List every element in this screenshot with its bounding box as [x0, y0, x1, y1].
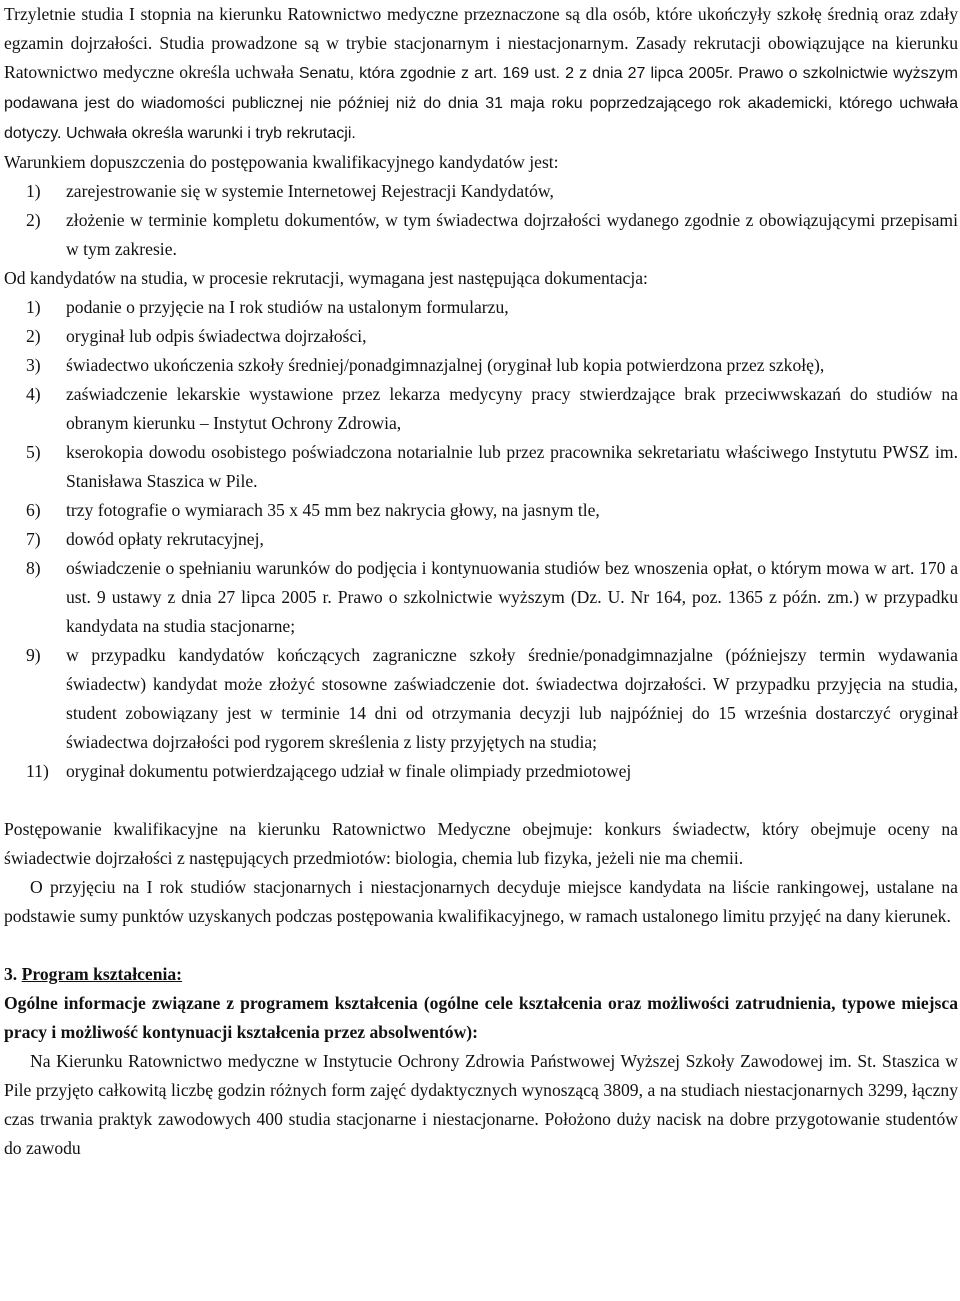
intro-text-serif: Trzyletnie studia I stopnia na kierunku Ratownictwo medyczne przeznaczone są dla osób, które ukończyły szkołę średnią oraz zdały egzamin dojrzałości. Studia prowadzone są w trybie stacjonarnym i niestacjonarnym. Zasady rekrutacji obowiązujące na kierunku Ratownictwo medyczne określa uchwała	[4, 4, 958, 82]
list-item	[4, 525, 958, 554]
list-item-number: 8)	[26, 558, 41, 578]
list-item	[4, 351, 958, 380]
list-item-text: w przypadku kandydatów kończących zagraniczne szkoły średnie/ponadgimnazjalne (późniejszy termin wydawania świadectw) kandydat może złożyć stosowne zaświadczenie dot. świadectwa dojrzałości. W przypadku przyjęcia na studia, student zobowiązany jest w terminie 14 dni od otrzymania decyzji lub najpóźniej do 15 września dostarczyć oryginał świadectwa dojrzałości pod rygorem skreślenia z listy przyjętych na studia;	[66, 645, 958, 752]
list-item-text: kserokopia dowodu osobistego poświadczona notarialnie lub przez pracownika sekretariatu właściwego Instytutu PWSZ im. Stanisława Staszica w Pile.	[66, 442, 958, 491]
list-item-text: oryginał lub odpis świadectwa dojrzałości,	[66, 326, 367, 346]
documents-list	[4, 293, 958, 786]
section-body: Na Kierunku Ratownictwo medyczne w Instytucie Ochrony Zdrowia Państwowej Wyższej Szkoły Zawodowej im. St. Staszica w Pile przyjęto całkowitą liczbę godzin różnych form zajęć dydaktycznych wynoszącą 3809, a na studiach niestacjonarnych 3299, łączny czas trwania praktyk zawodowych 400 studia stacjonarne i niestacjonarne. Położono duży nacisk na dobre przygotowanie studentów do zawodu	[4, 1051, 958, 1158]
list-item-number: 7)	[26, 529, 41, 549]
list-item	[4, 757, 958, 786]
list-item-text: dowód opłaty rekrutacyjnej,	[66, 529, 264, 549]
list-item-number: 5)	[26, 442, 41, 462]
list-item-number: 2)	[26, 210, 41, 230]
section-number: 3.	[4, 964, 18, 984]
list-item	[4, 206, 958, 264]
document-page	[4, 0, 958, 1163]
list-item	[4, 496, 958, 525]
list-item	[4, 380, 958, 438]
documents-lead: Od kandydatów na studia, w procesie rekrutacji, wymagana jest następująca dokumentacja:	[4, 268, 648, 288]
intro-text-sans: Senatu, która zgodnie z art. 169 ust. 2 z dnia 27 lipca 2005r.	[298, 65, 734, 82]
list-item-number: 1)	[26, 181, 41, 201]
list-item	[4, 293, 958, 322]
list-item	[4, 177, 958, 206]
list-item-text: trzy fotografie o wymiarach 35 x 45 mm bez nakrycia głowy, na jasnym tle,	[66, 500, 600, 520]
spacer	[4, 931, 958, 960]
conditions-list	[4, 177, 958, 264]
conditions-lead: Warunkiem dopuszczenia do postępowania kwalifikacyjnego kandydatów jest:	[4, 152, 559, 172]
list-item	[4, 322, 958, 351]
list-item-text: oryginał dokumentu potwierdzającego udział w finale olimpiady przedmiotowej	[66, 761, 632, 781]
list-item	[4, 438, 958, 496]
list-item-text: podanie o przyjęcie na I rok studiów na ustalonym formularzu,	[66, 297, 509, 317]
list-item-number: 1)	[26, 297, 41, 317]
list-item-number: 4)	[26, 384, 41, 404]
list-item-number: 11)	[26, 761, 49, 781]
section-subheading: Ogólne informacje związane z programem kształcenia (ogólne cele kształcenia oraz możliwości zatrudnienia, typowe miejsca pracy i możliwość kontynuacji kształcenia przez absolwentów):	[4, 993, 958, 1042]
qualification-paragraph: Postępowanie kwalifikacyjne na kierunku Ratownictwo Medyczne obejmuje: konkurs świadectw, który obejmuje oceny na świadectwie dojrzałości z następujących przedmiotów: biologia, chemia lub fizyka, jeżeli nie ma chemii.	[4, 819, 958, 868]
section-heading	[4, 960, 958, 989]
list-item-number: 6)	[26, 500, 41, 520]
admission-paragraph: O przyjęciu na I rok studiów stacjonarnych i niestacjonarnych decyduje miejsce kandydata na liście rankingowej, ustalane na podstawie sumy punktów uzyskanych podczas postępowania kwalifikacyjnego, w ramach ustalonego limitu przyjęć na dany kierunek.	[4, 877, 958, 926]
list-item-text: świadectwo ukończenia szkoły średniej/ponadgimnazjalnej (oryginał lub kopia potwierdzona przez szkołę),	[66, 355, 825, 375]
list-item-text: zaświadczenie lekarskie wystawione przez lekarza medycyny pracy stwierdzające brak przeciwwskazań do studiów na obranym kierunku – Instytut Ochrony Zdrowia,	[66, 384, 958, 433]
spacer	[4, 786, 958, 815]
list-item-text: złożenie w terminie kompletu dokumentów, w tym świadectwa dojrzałości wydanego zgodnie z obowiązującymi przepisami w tym zakresie.	[66, 210, 958, 259]
list-item	[4, 554, 958, 641]
intro-text-sans-2: Prawo o szkolnictwie wyższym podawana jest do wiadomości publicznej nie później niż do dnia 31 maja roku poprzedzającego rok akademicki, którego uchwała dotyczy. Uchwała określa warunki i tryb rekrutacji.	[4, 65, 958, 142]
list-item-text: zarejestrowanie się w systemie Internetowej Rejestracji Kandydatów,	[66, 181, 554, 201]
intro-paragraph	[4, 0, 958, 148]
list-item-number: 9)	[26, 645, 41, 665]
list-item	[4, 641, 958, 757]
section-title: Program kształcenia:	[21, 964, 183, 984]
list-item-text: oświadczenie o spełnianiu warunków do podjęcia i kontynuowania studiów bez wnoszenia opłat, o którym mowa w art. 170 a ust. 9 ustawy z dnia 27 lipca 2005 r. Prawo o szkolnictwie wyższym (Dz. U. Nr 164, poz. 1365 z późn. zm.) w przypadku kandydata na studia stacjonarne;	[66, 558, 958, 636]
list-item-number: 3)	[26, 355, 41, 375]
list-item-number: 2)	[26, 326, 41, 346]
